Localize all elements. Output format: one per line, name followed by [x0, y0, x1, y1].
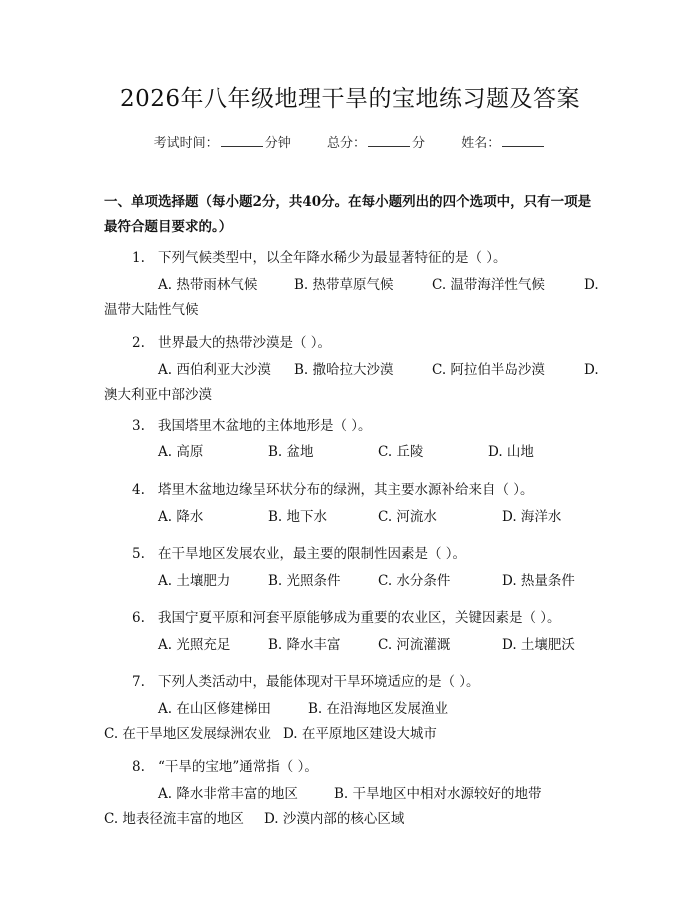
question-number: 8. — [132, 759, 145, 775]
question-number: 3. — [132, 418, 145, 434]
option-b[interactable]: B. 光照条件 — [268, 573, 341, 589]
option-a[interactable]: A. 降水 — [158, 509, 204, 525]
question-5 — [132, 542, 602, 562]
question-4-options — [104, 505, 604, 530]
question-number: 5. — [132, 546, 145, 562]
question-7-options — [104, 697, 604, 747]
option-d[interactable]: D. 山地 — [488, 444, 534, 460]
option-d[interactable]: D. 热量条件 — [502, 573, 575, 589]
score-label: 总分： — [326, 136, 366, 151]
question-text: 下列人类活动中，最能体现对干旱环境适应的是（ ）。 — [158, 674, 480, 690]
score-blank[interactable] — [368, 134, 410, 147]
option-c[interactable]: C. 在干旱地区发展绿洲农业 — [104, 726, 271, 742]
option-d[interactable]: D. 沙漠内部的核心区域 — [263, 811, 405, 827]
option-a[interactable]: A. 高原 — [158, 444, 204, 460]
question-4 — [132, 478, 602, 498]
option-b[interactable]: B. 干旱地区中相对水源较好的地带 — [334, 786, 542, 802]
question-3 — [132, 414, 602, 434]
question-5-options — [104, 569, 604, 594]
question-6-options — [104, 633, 604, 658]
time-label: 考试时间： — [153, 136, 219, 151]
time-blank[interactable] — [221, 134, 263, 147]
option-a[interactable]: A. 降水非常丰富的地区 — [158, 786, 298, 802]
option-a[interactable]: A. 热带雨林气候 — [158, 277, 258, 293]
option-c[interactable]: C. 温带海洋性气候 — [432, 277, 545, 293]
question-text: 在干旱地区发展农业，最主要的限制性因素是（ ）。 — [158, 546, 467, 562]
option-b[interactable]: B. 在沿海地区发展渔业 — [308, 701, 449, 717]
question-number: 7. — [132, 674, 145, 690]
question-number: 2. — [132, 335, 145, 351]
question-7 — [132, 670, 602, 690]
question-3-options — [104, 440, 604, 465]
question-text: 下列气候类型中，以全年降水稀少为最显著特征的是（ ）。 — [158, 250, 507, 266]
question-text: 塔里木盆地边缘呈环状分布的绿洲，其主要水源补给来自（ ）。 — [158, 482, 534, 498]
option-b[interactable]: B. 撒哈拉大沙漠 — [294, 362, 394, 378]
option-c[interactable]: C. 阿拉伯半岛沙漠 — [432, 362, 545, 378]
section-heading: 一、单项选择题（每小题2分，共40分。在每小题列出的四个选项中，只有一项是最符合题目要求的。） — [104, 194, 592, 235]
option-b[interactable]: B. 盆地 — [268, 444, 314, 460]
question-1 — [132, 246, 602, 266]
option-d[interactable]: D. 海洋水 — [502, 509, 562, 525]
option-d[interactable]: D. 温带大陆性气候 — [104, 277, 599, 318]
option-a[interactable]: A. 西伯利亚大沙漠 — [158, 362, 271, 378]
option-c[interactable]: C. 河流水 — [378, 509, 437, 525]
option-a[interactable]: A. 在山区修建梯田 — [158, 701, 271, 717]
question-number: 4. — [132, 482, 145, 498]
question-text: 我国宁夏平原和河套平原能够成为重要的农业区，关键因素是（ ）。 — [158, 610, 561, 626]
question-number: 1. — [132, 250, 145, 266]
option-d[interactable]: D. 土壤肥沃 — [502, 637, 575, 653]
option-a[interactable]: A. 土壤肥力 — [158, 573, 231, 589]
question-6 — [132, 606, 602, 626]
option-c[interactable]: C. 地表径流丰富的地区 — [104, 811, 244, 827]
option-c[interactable]: C. 河流灌溉 — [378, 637, 451, 653]
question-text: 我国塔里木盆地的主体地形是（ ）。 — [158, 418, 372, 434]
question-8-options — [104, 782, 604, 832]
option-b[interactable]: B. 降水丰富 — [268, 637, 341, 653]
question-1-options — [104, 273, 604, 323]
question-text: “干旱的宝地”通常指（ ）。 — [158, 759, 318, 775]
question-2 — [132, 331, 602, 351]
page-title: 2026年八年级地理干旱的宝地练习题及答案 — [119, 86, 581, 112]
option-a[interactable]: A. 光照充足 — [158, 637, 231, 653]
option-b[interactable]: B. 热带草原气候 — [294, 277, 394, 293]
question-text: 世界最大的热带沙漠是（ ）。 — [158, 335, 332, 351]
exam-info-line — [0, 132, 700, 151]
score-unit: 分 — [412, 136, 426, 151]
time-unit: 分钟 — [264, 136, 291, 151]
question-8 — [132, 755, 602, 775]
question-number: 6. — [132, 610, 145, 626]
option-d[interactable]: D. 在平原地区建设大城市 — [282, 726, 437, 742]
option-c[interactable]: C. 丘陵 — [378, 444, 424, 460]
option-d[interactable]: D. 澳大利亚中部沙漠 — [104, 362, 599, 403]
name-label: 姓名： — [461, 136, 501, 151]
option-c[interactable]: C. 水分条件 — [378, 573, 451, 589]
name-blank[interactable] — [502, 134, 544, 147]
question-2-options — [104, 358, 604, 408]
option-b[interactable]: B. 地下水 — [268, 509, 328, 525]
